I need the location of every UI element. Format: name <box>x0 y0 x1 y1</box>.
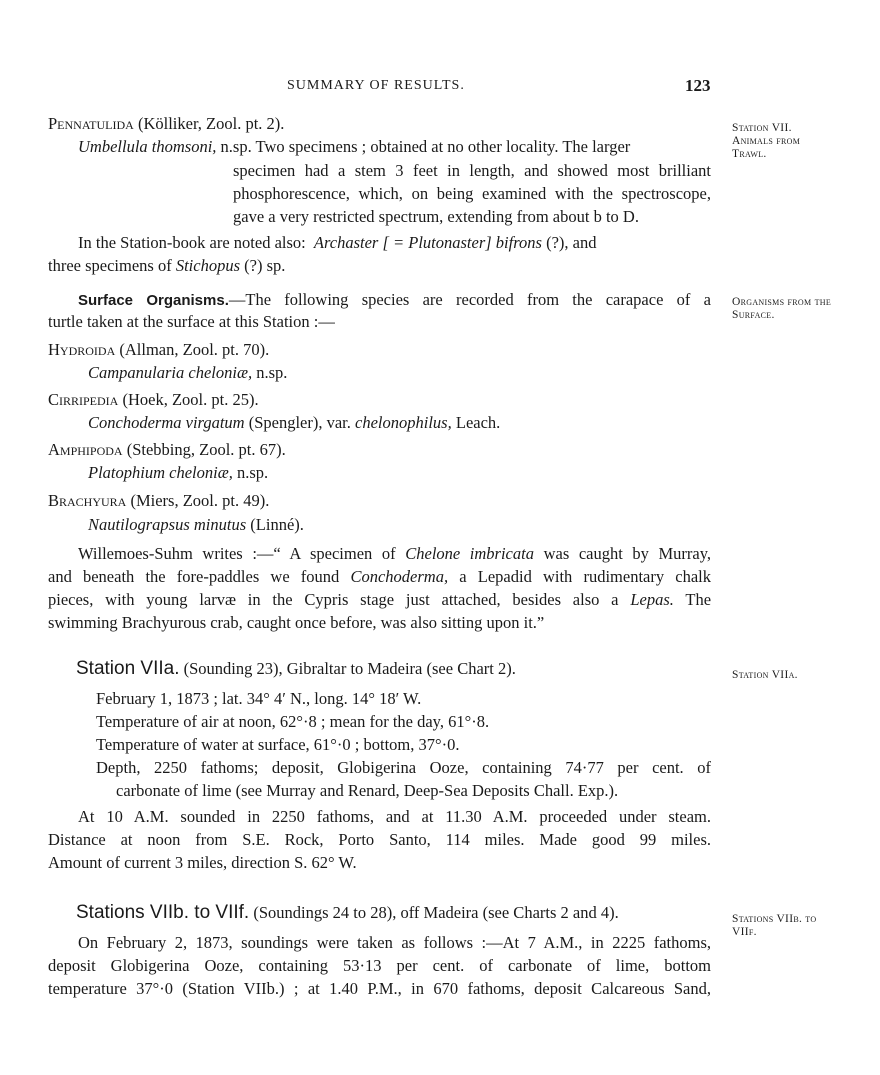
species-text: n.sp. Two specimens ; obtained at no other locality. The larger <box>220 137 631 156</box>
hydroida-species <box>88 362 287 384</box>
surface-intro-1 <box>78 289 711 312</box>
note-text: (?), and <box>546 233 597 252</box>
station-viia-para-2: Distance at noon from S.E. Rock, Porto Santo, 114 miles. Made good 99 miles. <box>48 830 711 849</box>
note-text: (?) sp. <box>244 256 286 275</box>
pennatulida-line <box>48 113 284 135</box>
brachyura-species <box>88 514 304 536</box>
group-name: Cirripedia <box>48 390 119 409</box>
stations-viib-line-2: deposit Globigerina Ooze, containing 53·13 per cent. of carbonate of lime, bottom <box>48 956 711 975</box>
umbellula-desc-2: phosphorescence, which, on being examined with the spectroscope, <box>233 184 711 203</box>
cirripedia-line <box>48 389 259 411</box>
quote-species: Lepas. <box>630 590 674 609</box>
quote-species: Chelone imbricata <box>405 544 534 563</box>
quote-text: was caught by Murray, <box>543 544 712 563</box>
species-text: n.sp. <box>236 463 269 482</box>
quote-text: and beneath the fore-paddles we found <box>48 567 340 586</box>
station-book-note-2 <box>48 255 285 277</box>
amphipoda-species <box>88 462 268 484</box>
quote-text: pieces, with young larvæ in the Cypris stage just attached, besides also a <box>48 590 619 609</box>
umbellula-desc-3: gave a very restricted spectrum, extending from about b to D. <box>233 207 639 226</box>
station-viia-date: February 1, 1873 ; lat. 34° 4′ N., long. 14° 18′ W. <box>96 689 422 708</box>
running-title: SUMMARY OF RESULTS. <box>287 78 465 93</box>
note-text: In the Station-book are noted also: <box>78 233 306 252</box>
umbellula-desc-1: specimen had a stem 3 feet in length, and showed most brilliant <box>233 161 711 180</box>
quote-line-1 <box>78 543 711 565</box>
station-viia-water-temp: Temperature of water at surface, 61°·0 ; bottom, 37°·0. <box>96 735 460 754</box>
station-heading: Stations VIIb. to VIIf. <box>76 902 250 923</box>
species-name: Nautilograpsus minutus <box>88 515 247 534</box>
group-ref: (Hoek, Zool. pt. 25). <box>122 390 259 409</box>
species-name: Platophium cheloniæ, <box>88 463 233 482</box>
station-viia-air-temp: Temperature of air at noon, 62°·8 ; mean for the day, 61°·8. <box>96 712 490 731</box>
page-number: 123 <box>685 76 711 95</box>
station-viia-deposit: carbonate of lime (see Murray and Renard, Deep-Sea Deposits Chall. Exp.). <box>116 781 619 800</box>
margin-note-station-viia: Station VIIa. <box>732 669 798 681</box>
station-book-note-1 <box>78 232 596 254</box>
station-heading-text: (Soundings 24 to 28), off Madeira (see Charts 2 and 4). <box>253 903 619 922</box>
station-viia-para-3: Amount of current 3 miles, direction S. 62° W. <box>48 853 357 872</box>
species-variety: chelonophilus, <box>355 413 452 432</box>
surface-title: Surface Organisms. <box>78 292 229 309</box>
quote-text: a Lepadid with rudimentary chalk <box>459 567 712 586</box>
quote-species: Conchoderma, <box>350 567 449 586</box>
quote-line-2 <box>48 566 711 588</box>
margin-note-stations-viib: Stations VIIb. to VIIf. <box>732 913 817 938</box>
stations-viib-line-1: On February 2, 1873, soundings were taken as follows :—At 7 A.M., in 2225 fathoms, <box>78 933 711 952</box>
brachyura-line <box>48 490 269 512</box>
stations-viib-heading <box>76 902 619 924</box>
group-name: Pennatulida <box>48 114 134 133</box>
cirripedia-species <box>88 412 500 434</box>
species-name: Umbellula thomsoni, <box>78 137 217 156</box>
station-viia-depth: Depth, 2250 fathoms; deposit, Globigerina Ooze, containing 74·77 per cent. of <box>96 758 711 777</box>
group-ref: (Miers, Zool. pt. 49). <box>130 491 270 510</box>
note-species: Stichopus <box>175 256 240 275</box>
species-name: Campanularia cheloniæ, <box>88 363 253 382</box>
group-name: Amphipoda <box>48 440 123 459</box>
species-text: (Linné). <box>250 515 304 534</box>
station-viia-para-1: At 10 A.M. sounded in 2250 fathoms, and at 11.30 A.M. proceeded under steam. <box>78 807 711 826</box>
species-text: (Spengler), var. <box>248 413 351 432</box>
group-ref: (Stebbing, Zool. pt. 67). <box>126 440 286 459</box>
species-text: Leach. <box>455 413 501 432</box>
group-ref: (Kölliker, Zool. pt. 2). <box>137 114 285 133</box>
group-name: Brachyura <box>48 491 127 510</box>
note-text: three specimens of <box>48 256 172 275</box>
species-name: Conchoderma virgatum <box>88 413 245 432</box>
note-species: Archaster [ = Plutonaster] bifrons <box>313 233 542 252</box>
umbellula-line <box>78 136 630 158</box>
amphipoda-line <box>48 439 286 461</box>
surface-intro-text: —The following species are recorded from the carapace of a <box>228 290 711 309</box>
quote-line-3 <box>48 589 711 611</box>
margin-note-station-vii: Station VII. Animals from Trawl. <box>732 122 801 160</box>
surface-intro-2: turtle taken at the surface at this Station :— <box>48 312 335 331</box>
group-ref: (Allman, Zool. pt. 70). <box>119 340 270 359</box>
quote-text: Willemoes-Suhm writes :—“ A specimen of <box>78 544 396 563</box>
margin-note-surface-organisms: Organisms from the Surface. <box>732 296 832 321</box>
quote-text: The <box>685 590 712 609</box>
quote-line-4: swimming Brachyurous crab, caught once before, was also sitting upon it.” <box>48 613 545 632</box>
group-name: Hydroida <box>48 340 116 359</box>
station-heading: Station VIIa. <box>76 658 180 679</box>
hydroida-line <box>48 339 269 361</box>
stations-viib-line-3: temperature 37°·0 (Station VIIb.) ; at 1.40 P.M., in 670 fathoms, deposit Calcareous Sand, <box>48 979 711 998</box>
station-viia-heading <box>76 658 516 680</box>
species-text: n.sp. <box>256 363 288 382</box>
station-heading-text: (Sounding 23), Gibraltar to Madeira (see Chart 2). <box>183 659 516 678</box>
